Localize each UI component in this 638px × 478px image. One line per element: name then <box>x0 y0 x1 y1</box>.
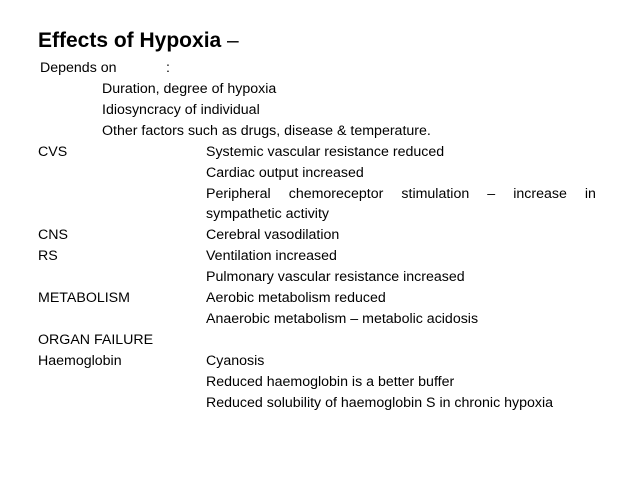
section-label-rs: RS <box>38 248 58 264</box>
section-line: Cardiac output increased <box>206 165 364 181</box>
word: Peripheral <box>206 186 271 202</box>
section-line: Ventilation increased <box>206 248 337 264</box>
section-line: Reduced solubility of haemoglobin S in chronic hypoxia <box>206 395 554 411</box>
section-label-cvs: CVS <box>38 144 68 160</box>
depends-item: Idiosyncracy of individual <box>102 102 260 118</box>
section-line: Cerebral vasodilation <box>206 227 340 243</box>
section-line-justified <box>206 184 596 204</box>
word: increase <box>513 186 567 202</box>
section-label-haemoglobin: Haemoglobin <box>38 353 122 369</box>
section-line: sympathetic activity <box>206 206 329 222</box>
word: – <box>487 186 496 202</box>
depends-item: Duration, degree of hypoxia <box>102 81 277 97</box>
section-label-metabolism: METABOLISM <box>38 290 130 306</box>
slide-title <box>38 28 239 54</box>
word: chemoreceptor <box>288 186 384 202</box>
section-line: Systemic vascular resistance reduced <box>206 144 445 160</box>
depends-item: Other factors such as drugs, disease & temperature. <box>102 123 431 139</box>
title-text: Effects of Hypoxia <box>38 29 222 52</box>
section-label-organ-failure: ORGAN FAILURE <box>38 332 154 348</box>
word: stimulation <box>401 186 470 202</box>
section-line: Aerobic metabolism reduced <box>206 290 386 306</box>
section-line: Cyanosis <box>206 353 265 369</box>
section-label-cns: CNS <box>38 227 68 243</box>
depends-on-label: Depends on <box>40 60 117 76</box>
word: in <box>584 186 596 202</box>
depends-on-colon: : <box>166 60 170 76</box>
section-line: Pulmonary vascular resistance increased <box>206 269 465 285</box>
title-dash: – <box>221 29 239 52</box>
section-line: Reduced haemoglobin is a better buffer <box>206 374 455 390</box>
section-line: Anaerobic metabolism – metabolic acidosis <box>206 311 479 327</box>
